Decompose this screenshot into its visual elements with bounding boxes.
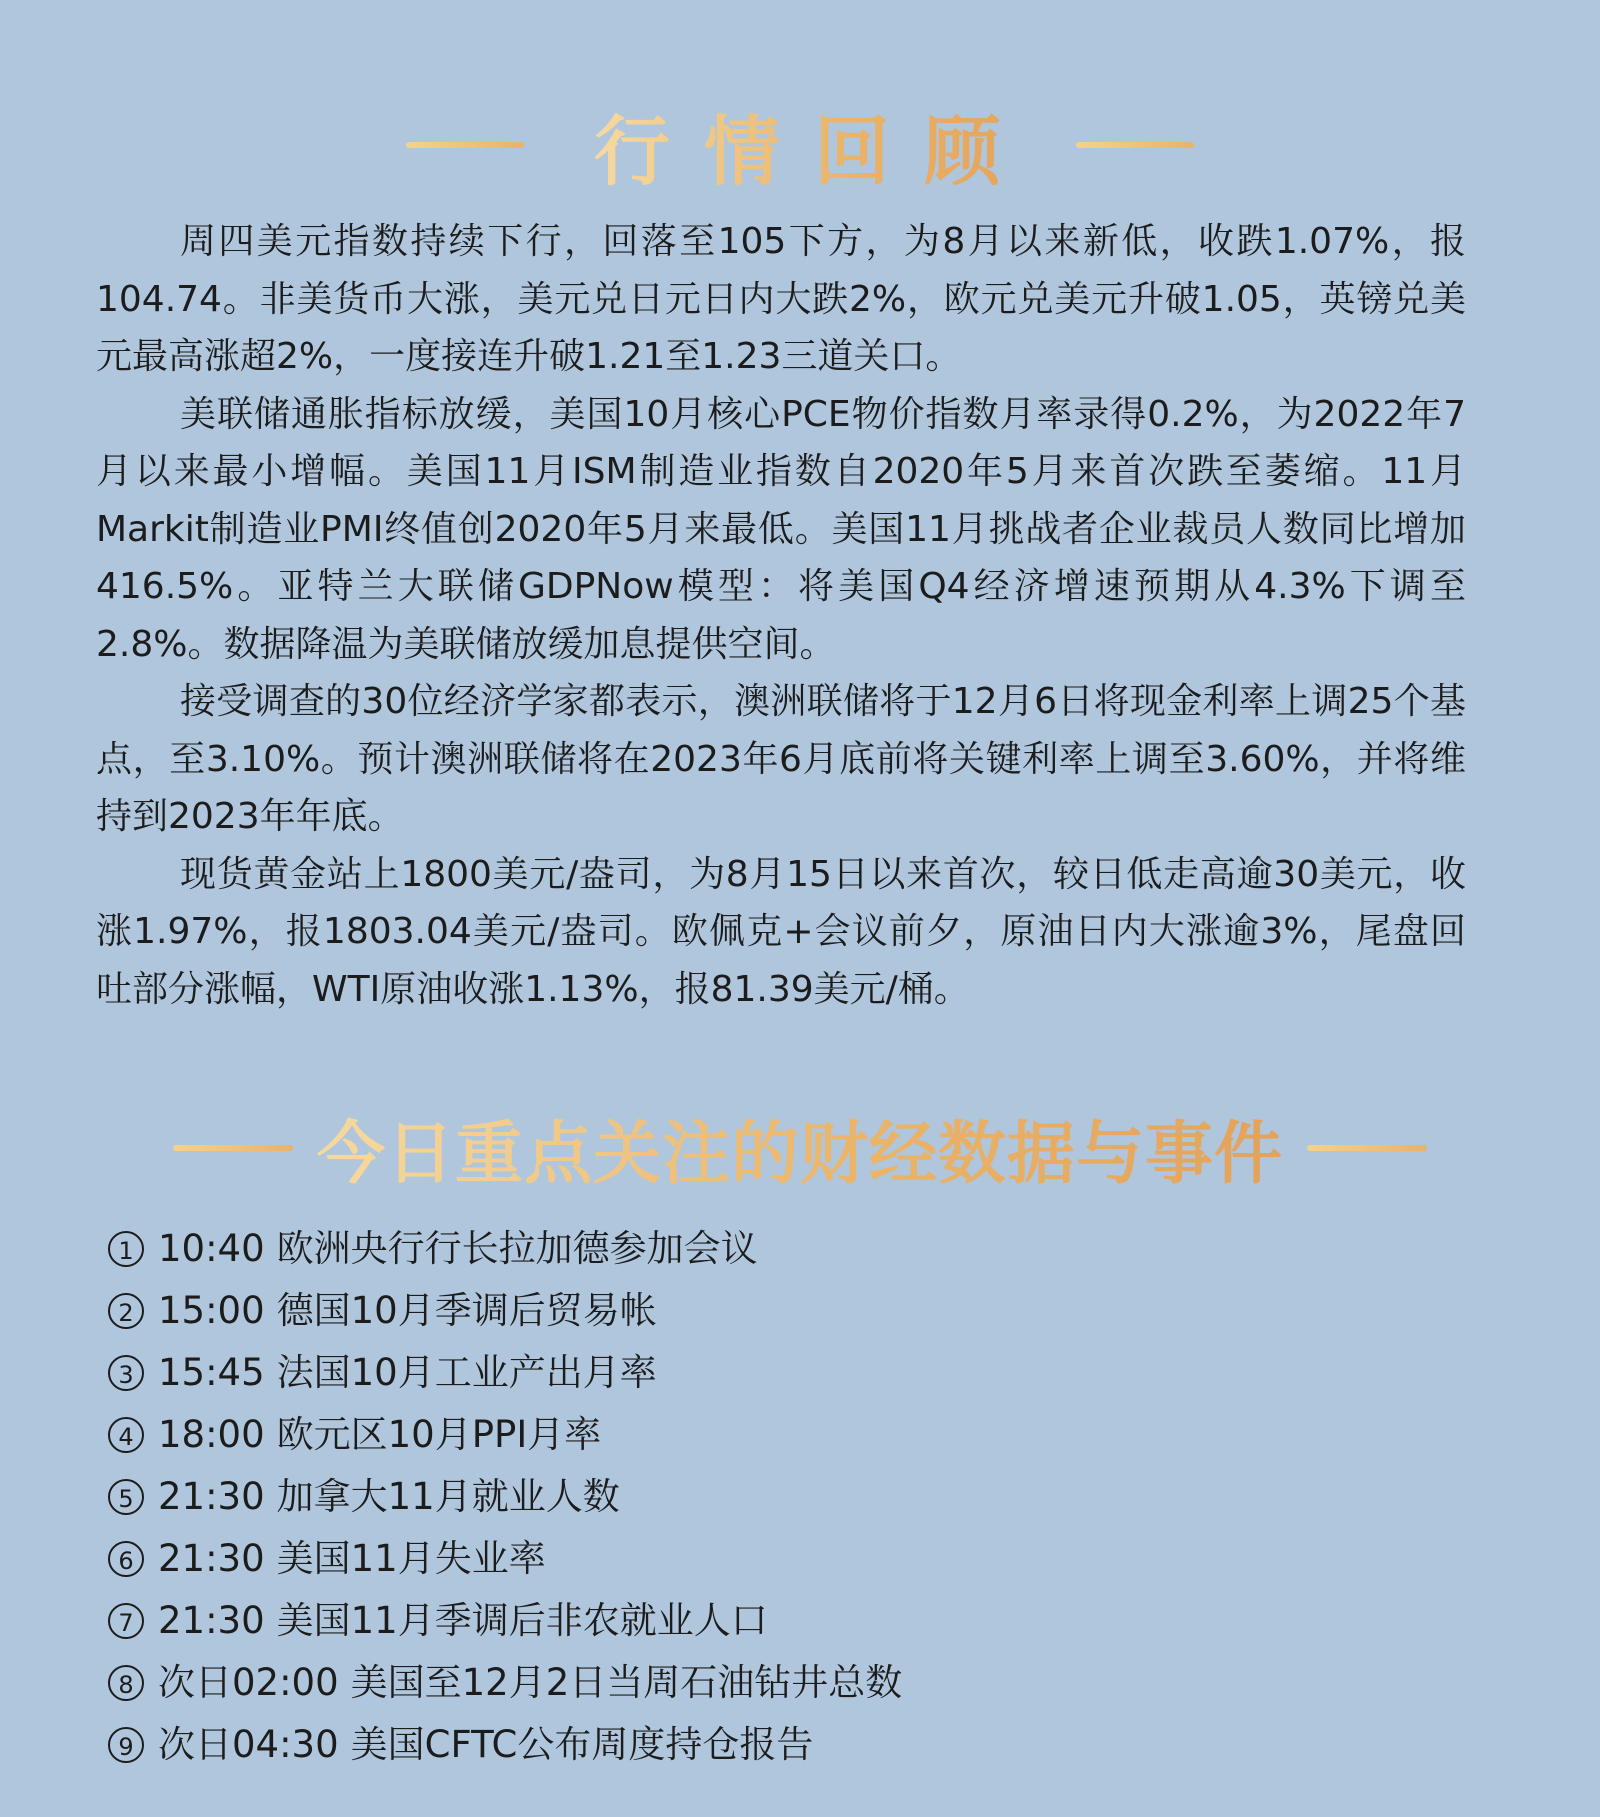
event-text: 美国11月失业率 (276, 1537, 546, 1580)
event-time: 21:30 (158, 1599, 265, 1642)
event-time: 18:00 (158, 1413, 265, 1456)
event-item (108, 1652, 1508, 1714)
event-text: 美国11月季调后非农就业人口 (276, 1599, 768, 1642)
circled-number: 2 (108, 1293, 144, 1329)
review-section-title: 行情回顾 (594, 91, 1034, 200)
circled-number: 6 (108, 1541, 144, 1577)
circled-number: 1 (108, 1231, 144, 1267)
event-time: 21:30 (158, 1537, 265, 1580)
event-time: 15:45 (158, 1351, 265, 1394)
review-section-header (0, 95, 1600, 195)
review-paragraph: 接受调查的30位经济学家都表示，澳洲联储将于12月6日将现金利率上调25个基点，至3.10%。预计澳洲联储将在2023年6月底前将关键利率上调至3.60%，并将维持到2023年年底。 (96, 681, 1466, 837)
event-text: 美国至12月2日当周石油钻井总数 (350, 1661, 903, 1704)
event-item (108, 1590, 1508, 1652)
review-paragraph: 现货黄金站上1800美元/盎司，为8月15日以来首次，较日低走高逾30美元，收涨1.97%，报1803.04美元/盎司。欧佩克+会议前夕，原油日内大涨逾3%，尾盘回吐部分涨幅，WTI原油收涨1.13%，报81.39美元/桶。 (96, 853, 1466, 1010)
event-text: 德国10月季调后贸易帐 (276, 1289, 657, 1332)
header-right-dash (1307, 1145, 1427, 1151)
event-text: 美国CFTC公布周度持仓报告 (350, 1723, 814, 1766)
event-item (108, 1404, 1508, 1466)
circled-number: 7 (108, 1603, 144, 1639)
event-time: 次日04:30 (158, 1723, 339, 1766)
circled-number: 8 (108, 1665, 144, 1701)
event-text: 欧元区10月PPI月率 (276, 1413, 602, 1456)
event-text: 加拿大11月就业人数 (276, 1475, 620, 1518)
events-section-title: 今日重点关注的财经数据与事件 (317, 1100, 1283, 1197)
event-item (108, 1280, 1508, 1342)
header-left-dash (173, 1145, 293, 1151)
event-item (108, 1218, 1508, 1280)
event-item (108, 1528, 1508, 1590)
circled-number: 5 (108, 1479, 144, 1515)
circled-number: 4 (108, 1417, 144, 1453)
event-time: 次日02:00 (158, 1661, 339, 1704)
event-item (108, 1342, 1508, 1404)
review-paragraph: 周四美元指数持续下行，回落至105下方，为8月以来新低，收跌1.07%，报104.74。非美货币大涨，美元兑日元日内大跌2%，欧元兑美元升破1.05，英镑兑美元最高涨超2%，一度接连升破1.21至1.23三道关口。 (96, 221, 1466, 377)
review-body (96, 213, 1466, 1018)
event-time: 15:00 (158, 1289, 265, 1332)
event-item (108, 1714, 1508, 1776)
header-left-dash (406, 142, 524, 148)
event-time: 10:40 (158, 1227, 265, 1270)
event-text: 法国10月工业产出月率 (276, 1351, 657, 1394)
review-paragraph: 美联储通胀指标放缓，美国10月核心PCE物价指数月率录得0.2%，为2022年7月以来最小增幅。美国11月ISM制造业指数自2020年5月来首次跌至萎缩。11月Markit制造业PMI终值创2020年5月来最低。美国11月挑战者企业裁员人数同比增加416.5%。亚特兰大联储GDPNow模型：将美国Q4经济增速预期从4.3%下调至2.8%。数据降温为美联储放缓加息提供空间。 (96, 393, 1466, 665)
events-list (108, 1218, 1508, 1776)
circled-number: 9 (108, 1727, 144, 1763)
circled-number: 3 (108, 1355, 144, 1391)
events-section-header (0, 1098, 1600, 1198)
event-item (108, 1466, 1508, 1528)
event-text: 欧洲央行行长拉加德参加会议 (276, 1227, 758, 1270)
event-time: 21:30 (158, 1475, 265, 1518)
header-right-dash (1076, 142, 1194, 148)
